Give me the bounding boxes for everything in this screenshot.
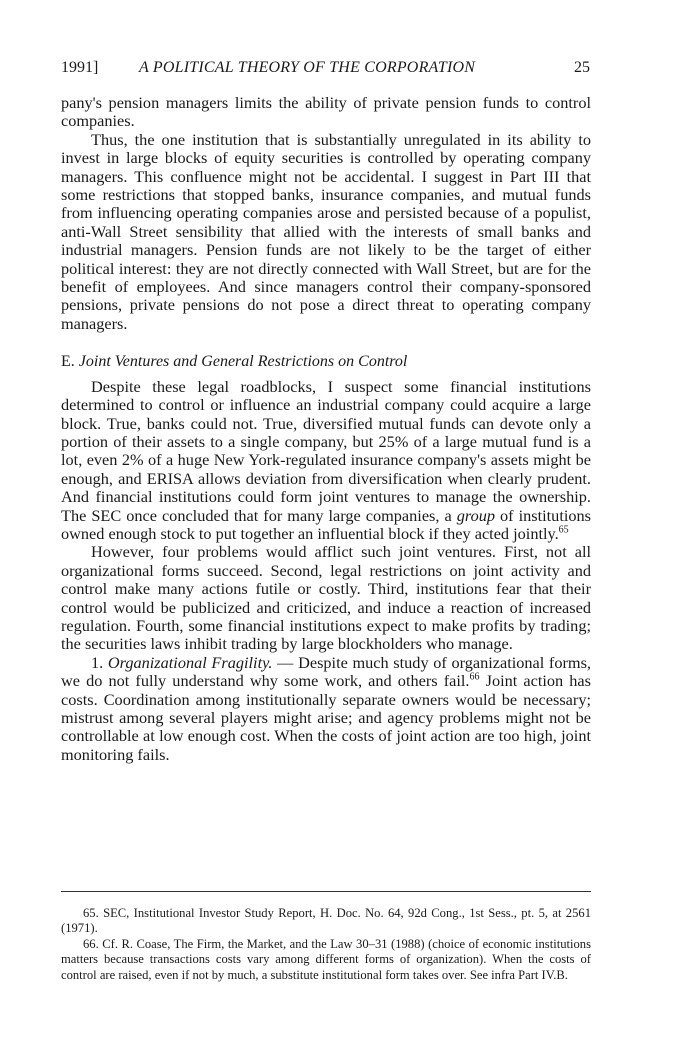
footnote-66: 66. Cf. R. Coase, The Firm, the Market, and the Law 30–31 (1988) (choice of economic institutions matters because transactions costs vary among different forms of organization). When the costs of control are raised, even if not by much, a substitute institutional form takes over. See infra Part IV.B.	[61, 936, 591, 982]
body-text	[61, 94, 591, 764]
section-label: E.	[61, 353, 75, 371]
footnote-divider	[61, 891, 591, 892]
header-title: A POLITICAL THEORY OF THE CORPORATION	[139, 59, 476, 76]
running-header	[61, 57, 600, 79]
paragraph-pension-funds: Thus, the one institution that is substantially unregulated in its ability to invest in large blocks of equity securities is controlled by operating company managers. This confluence might not be accidental. I suggest in Part III that some restrictions that stopped banks, insurance companies, and mutual funds from influencing operating companies arose and persisted because of a populist, anti-Wall Street sensibility that allied with the interests of small banks and industrial managers. Pension funds are not likely to be the target of either political interest: they are not directly connected with Wall Street, but are for the benefit of employees. And since managers control their company-sponsored pensions, private pensions do not pose a direct threat to operating company managers.	[61, 129, 591, 333]
paragraph-text: Despite these legal roadblocks, I suspect some financial institutions determined to control or influence an industrial company could acquire a large block. True, banks could not. True, diversified mutual funds can devote only a portion of their assets to a single company, but 25% of a large mutual fund is a lot, even 2% of a huge New York-regulated insurance company's assets might be enough, and ERISA allows deviation from diversification when clearly prudent. And financial institutions could form joint ventures to manage the ownership. The SEC once concluded that for many large companies, a	[61, 376, 591, 525]
paragraph-text: — Despite much study of organizational forms, we do not fully understand why some work, and others fail.	[61, 652, 591, 691]
section-title: Joint Ventures and General Restrictions on Control	[78, 353, 408, 371]
subsection-number: 1.	[91, 652, 104, 672]
section-heading-e	[61, 353, 591, 371]
footnote-ref-65[interactable]: 65	[558, 524, 569, 536]
footnote-ref-66[interactable]: 66	[469, 671, 480, 683]
footnotes	[61, 906, 591, 983]
paragraph-continued: pany's pension managers limits the ability of private pension funds to control companies.	[61, 93, 591, 131]
page-number: 25	[574, 59, 590, 76]
paragraph-organizational-fragility	[61, 654, 591, 764]
paragraph-legal-roadblocks	[61, 378, 591, 544]
footnote-65: 65. SEC, Institutional Investor Study Report, H. Doc. No. 64, 92d Cong., 1st Sess., pt. 5, at 2561 (1971).	[61, 906, 591, 936]
paragraph-four-problems: However, four problems would afflict such joint ventures. First, not all organizational forms succeed. Second, legal restrictions on joint activity and control make many actions futile or costly. Third, institutions fear that their control would be publicized and criticized, and induce a reaction of increased regulation. Fourth, some financial institutions expect to make profits by trading; the securities laws inhibit trading by large blockholders who manage.	[61, 542, 591, 654]
paragraph-text: Joint action has costs. Coordination among institutionally separate owners would be necessary; mistrust among several players might arise; and agency problems might not be controllable at low enough cost. When the costs of joint action are too high, joint monitoring fails.	[61, 671, 591, 764]
emphasis-text: group	[456, 505, 496, 525]
header-year: 1991]	[61, 59, 99, 76]
paragraph-text: of institutions owned enough stock to put together an influential block if they acted jointly.	[61, 505, 591, 543]
subsection-heading: Organizational Fragility.	[107, 652, 273, 672]
